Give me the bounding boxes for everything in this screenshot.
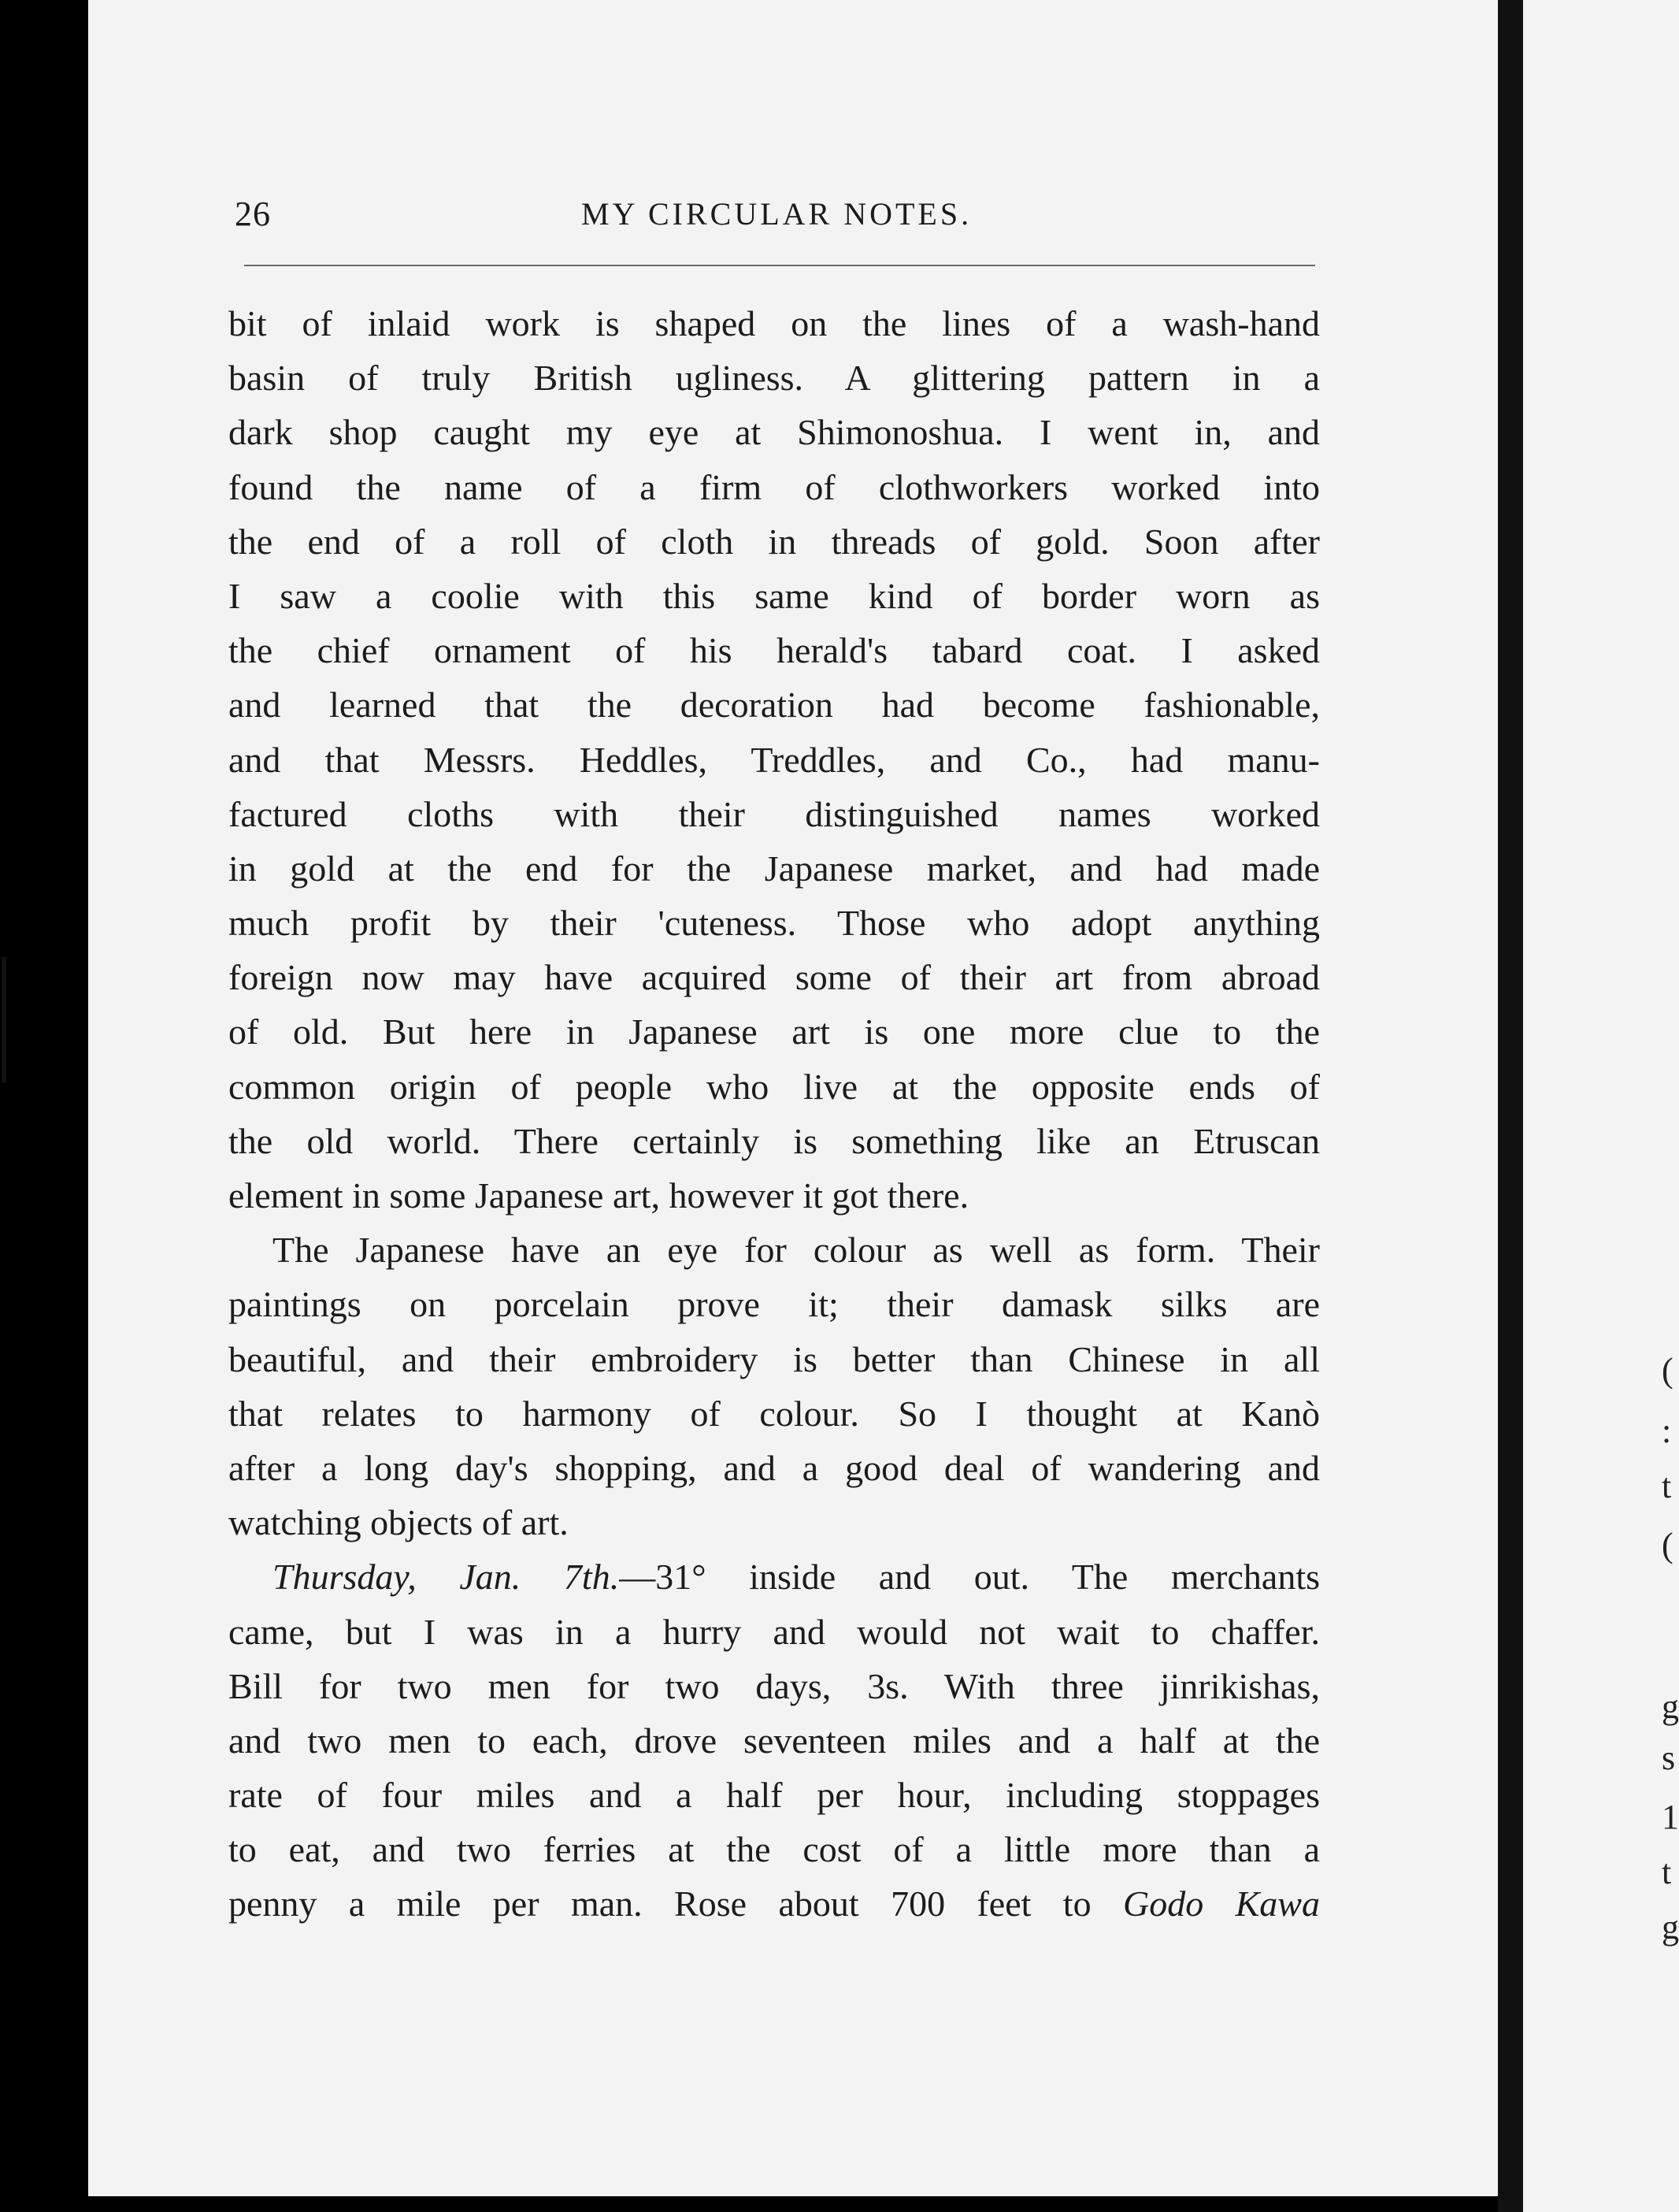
- text-line: to eat, and two ferries at the cost of a little more than a: [228, 1829, 1320, 1870]
- text-line: that relates to harmony of colour. So I thought at Kanò: [228, 1393, 1320, 1434]
- text-line: the end of a roll of cloth in threads of gold. Soon after: [228, 521, 1320, 562]
- place-name: Godo Kawa: [1123, 1884, 1320, 1924]
- scan-edge-mark: [2, 957, 6, 1083]
- book-gutter: [1498, 0, 1523, 2212]
- facing-page-letter: t: [1662, 1467, 1672, 1505]
- last-text-line: [228, 1876, 1320, 1931]
- diary-entry-line: [228, 1550, 1320, 1604]
- text-line: I saw a coolie with this same kind of border worn as: [228, 575, 1320, 616]
- text-line: The Japanese have an eye for colour as well as form. Their: [272, 1230, 1320, 1271]
- facing-page: [1523, 0, 1679, 2212]
- text-line: bit of inlaid work is shaped on the lines of a wash-hand: [228, 303, 1320, 343]
- text-line: the old world. There certainly is something like an Etruscan: [228, 1120, 1320, 1161]
- diary-temperature: —31°: [619, 1557, 706, 1598]
- facing-page-letter: t: [1662, 1853, 1672, 1891]
- text-line: beautiful, and their embroidery is better than Chinese in all: [228, 1338, 1320, 1379]
- facing-page-letter: g: [1662, 1908, 1679, 1947]
- text-line: dark shop caught my eye at Shimonoshua. I went in, and: [228, 412, 1320, 453]
- text-line: in gold at the end for the Japanese market, and had made: [228, 848, 1320, 889]
- text-line: rate of four miles and a half per hour, including stoppages: [228, 1775, 1320, 1816]
- text-line: and that Messrs. Heddles, Treddles, and Co., had manu-: [228, 739, 1320, 780]
- facing-page-letter: (: [1662, 1351, 1673, 1390]
- text-line: element in some Japanese art, however it got there.: [228, 1175, 969, 1215]
- text-line: and two men to each, drove seventeen miles and a half at the: [228, 1720, 1320, 1761]
- text-line: inside and out. The merchants: [749, 1557, 1320, 1598]
- facing-page-letter: :: [1662, 1412, 1672, 1450]
- text-line: paintings on porcelain prove it; their damask silks are: [228, 1284, 1320, 1325]
- text-line: penny a mile per man. Rose about 700 feet to: [228, 1884, 1092, 1924]
- text-line: after a long day's shopping, and a good deal of wandering and: [228, 1447, 1320, 1488]
- facing-page-letter: 1: [1662, 1798, 1679, 1836]
- text-line: Bill for two men for two days, 3s. With three jinrikishas,: [228, 1665, 1320, 1706]
- facing-page-letter: g: [1662, 1687, 1679, 1726]
- text-line: common origin of people who live at the opposite ends of: [228, 1066, 1320, 1107]
- text-line: foreign now may have acquired some of their art from abroad: [228, 957, 1320, 998]
- text-line: much profit by their 'cuteness. Those who adopt anything: [228, 903, 1320, 944]
- page-number: 26: [235, 195, 271, 233]
- diary-date: Thursday, Jan. 7th.: [272, 1557, 620, 1598]
- text-line: basin of truly British ugliness. A glittering pattern in a: [228, 358, 1320, 399]
- running-header: [235, 194, 1321, 241]
- header-rule: [244, 265, 1315, 266]
- text-line: factured cloths with their distinguished names worked: [228, 793, 1320, 834]
- text-line: the chief ornament of his herald's tabard coat. I asked: [228, 630, 1320, 671]
- text-line: found the name of a firm of clothworkers worked into: [228, 466, 1320, 507]
- text-line: and learned that the decoration had become fashionable,: [228, 685, 1320, 726]
- body-text: [228, 296, 1320, 1932]
- facing-page-letter: (: [1662, 1526, 1673, 1564]
- text-line: came, but I was in a hurry and would not wait to chaffer.: [228, 1611, 1320, 1652]
- text-line: of old. But here in Japanese art is one more clue to the: [228, 1011, 1320, 1052]
- facing-page-letter: s: [1662, 1739, 1676, 1777]
- running-title: MY CIRCULAR NOTES.: [581, 196, 973, 232]
- text-line: watching objects of art.: [228, 1502, 569, 1543]
